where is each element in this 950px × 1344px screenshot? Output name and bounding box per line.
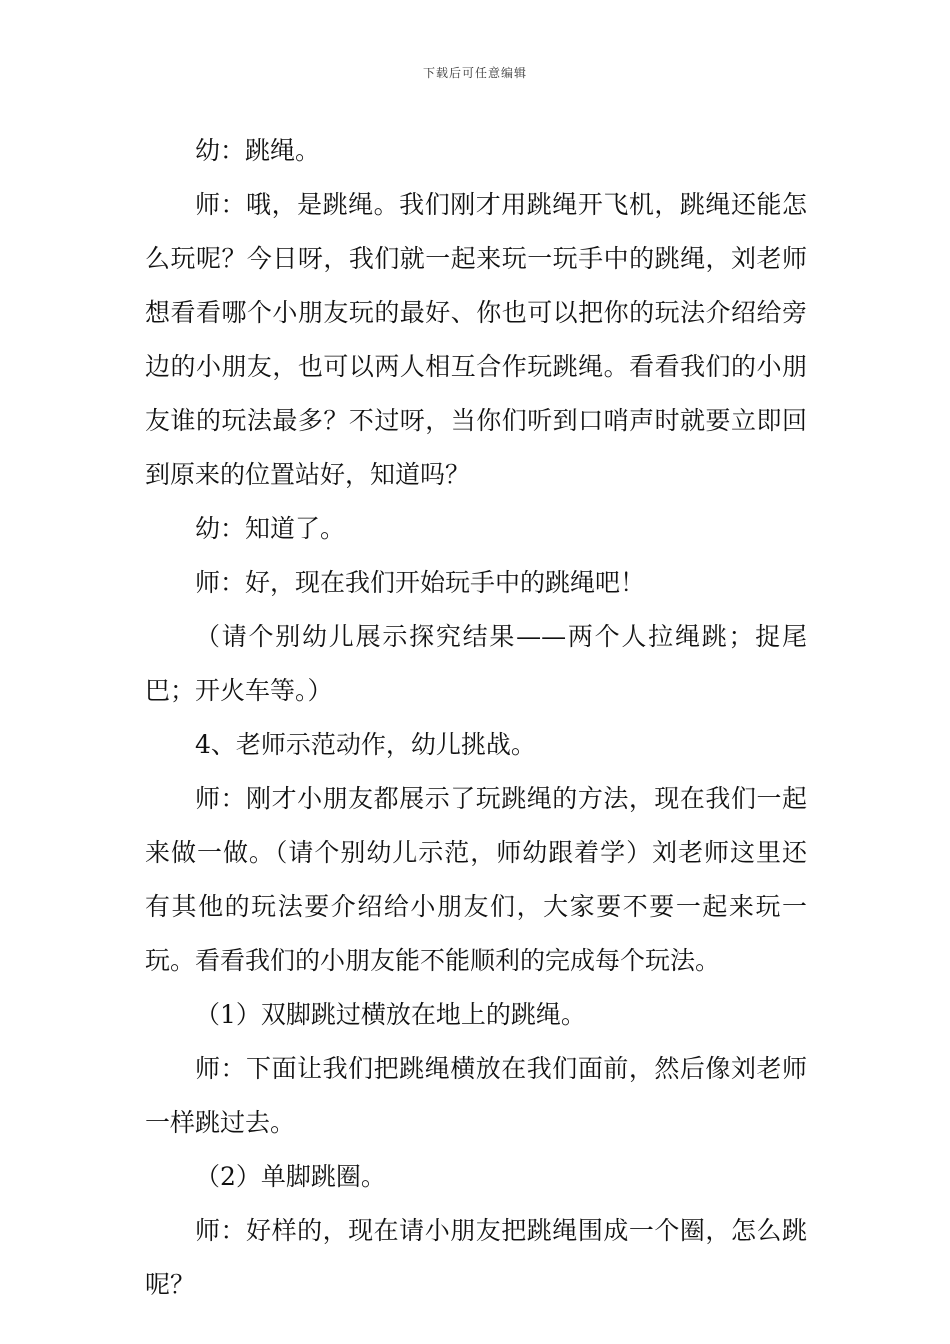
paragraph: 4、老师示范动作，幼儿挑战。 — [195, 730, 536, 759]
paragraph: 师：刚才小朋友都展示了玩跳绳的方法，现在我们一起来做一做。（请个别幼儿示范，师幼跟着学）刘老师这里还有其他的玩法要介绍给小朋友们，大家要不要一起来玩一玩。看看我们的小朋友能不能顺利的完成每个玩法。 — [145, 784, 807, 975]
paragraph: 师：好样的，现在请小朋友把跳绳围成一个圈，怎么跳呢？ — [145, 1216, 807, 1299]
paragraph: 幼：知道了。 — [195, 514, 346, 543]
paragraph: （2）单脚跳圈。 — [195, 1162, 386, 1191]
paragraph: 师：下面让我们把跳绳横放在我们面前，然后像刘老师一样跳过去。 — [145, 1054, 807, 1137]
page-header: 下载后可任意编辑 — [422, 66, 527, 80]
paragraph: （请个别幼儿展示探究结果——两个人拉绳跳；捉尾巴；开火车等。） — [145, 622, 807, 705]
paragraph: 师：好，现在我们开始玩手中的跳绳吧！ — [195, 568, 646, 597]
document-body — [145, 124, 807, 1312]
paragraph: （1）双脚跳过横放在地上的跳绳。 — [195, 1000, 586, 1029]
paragraph: 幼：跳绳。 — [195, 136, 321, 165]
paragraph: 师：哦，是跳绳。我们刚才用跳绳开飞机，跳绳还能怎么玩呢？今日呀，我们就一起来玩一玩手中的跳绳，刘老师想看看哪个小朋友玩的最好、你也可以把你的玩法介绍给旁边的小朋友，也可以两人相互合作玩跳绳。看看我们的小朋友谁的玩法最多？不过呀，当你们听到口哨声时就要立即回到原来的位置站好，知道吗？ — [145, 190, 807, 489]
